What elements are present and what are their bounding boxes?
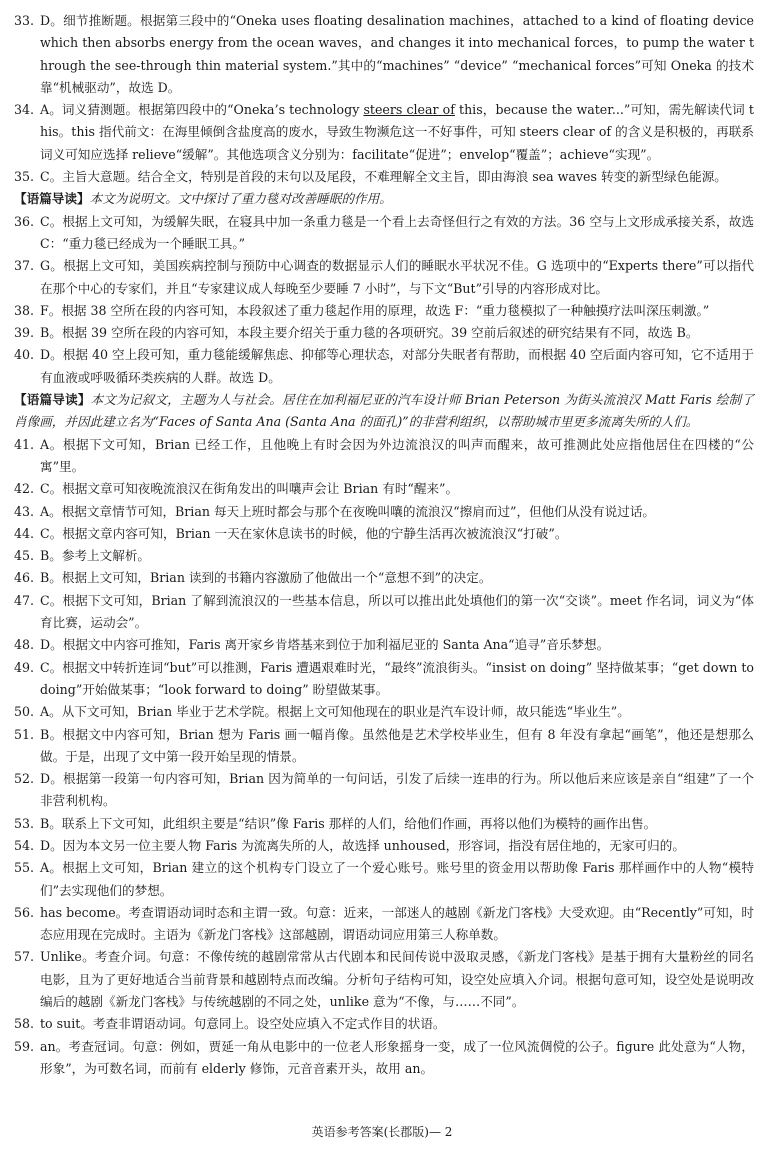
answer-number: 36.	[14, 213, 35, 229]
answer-text: C。根据文章可知夜晚流浪汉在街角发出的叫嚷声会让 Brian 有时“醒来”。	[40, 481, 459, 497]
answer-text: D。因为本文另一位主要人物 Faris 为流离失所的人，故选择 unhoused，形容词，指没有居住地的，无家可归的。	[40, 837, 685, 853]
answer-item	[14, 946, 754, 1013]
answer-item	[14, 590, 754, 635]
answer-item	[14, 902, 754, 947]
answers-reading	[14, 10, 754, 99]
answer-number: 35.	[14, 169, 35, 185]
answer-text: D。根据第一段第一句内容可知，Brian 因为简单的一句问话，引发了后续一连串的行为。所以他后来应该是亲自“组建”了一个非营利机构。	[40, 771, 754, 809]
answer-item	[14, 344, 754, 389]
answer-number: 39.	[14, 325, 35, 341]
answer-item	[14, 657, 754, 702]
answer-text: D。细节推断题。根据第三段中的“Oneka uses floating desalination machines，attached to a kind of floating device which then absorbs energy from the ocean waves，and changes it into mechanical forces，to pump the water through the see-through thin material system.”其中的“machines” “device” “mechanical forces”可知 Oneka 的技术靠“机械驱动”，故选 D。	[40, 13, 754, 95]
answer-item	[14, 1036, 754, 1081]
passage-guide	[14, 188, 754, 210]
answer-item	[14, 211, 754, 256]
answer-item	[14, 701, 754, 723]
answer-text: D。根据 40 空上段可知，重力毯能缓解焦虑、抑郁等心理状态，对部分失眠者有帮助，而根据 40 空后面内容可知，它不适用于有血液或呼吸循环类疾病的人群。故选 D。	[40, 347, 754, 385]
answer-number: 58.	[14, 1016, 35, 1032]
answers-seven-choose-five	[14, 211, 754, 389]
answer-item	[14, 813, 754, 835]
answer-item	[14, 634, 754, 656]
answer-number: 48.	[14, 637, 35, 653]
answer-text: C。根据上文可知，为缓解失眠，在寝具中加一条重力毯是一个看上去奇怪但行之有效的方法。36 空与上文形成承接关系，故选 C：“重力毯已经成为一个睡眠工具。”	[40, 213, 754, 251]
answer-text: A。根据下文可知，Brian 已经工作，且他晚上有时会因为外边流浪汉的叫声而醒来，故可推测此处应指他居住在四楼的“公寓”里。	[40, 436, 754, 474]
answer-text: to suit。考查非谓语动词。句意同上。设空处应填入不定式作目的状语。	[40, 1016, 446, 1032]
answer-number: 45.	[14, 548, 35, 564]
answer-text: D。根据文中内容可推知，Faris 离开家乡肯塔基来到位于加利福尼亚的 Santa Ana“追寻”音乐梦想。	[40, 637, 610, 653]
answer-number: 56.	[14, 904, 35, 920]
answer-item	[14, 322, 754, 344]
guide-text: 本文为说明文。文中探讨了重力毯对改善睡眠的作用。	[89, 191, 392, 207]
answer-text: C。根据文章内容可知，Brian 一天在家休息读书的时候，他的宁静生活再次被流浪汉“打破”。	[40, 525, 568, 541]
answer-item	[14, 1013, 754, 1035]
answer-number: 46.	[14, 570, 35, 586]
answer-item	[14, 166, 754, 188]
answer-number: 54.	[14, 837, 35, 853]
answer-item	[14, 857, 754, 902]
answer-item	[14, 567, 754, 589]
guide-label: 【语篇导读】	[14, 392, 91, 408]
answer-item	[14, 545, 754, 567]
answer-text: C。主旨大意题。结合全文，特别是首段的末句以及尾段，不难理解全文主旨，即由海浪 sea waves 转变的新型绿色能源。	[40, 169, 727, 185]
answer-text: B。联系上下文可知，此组织主要是“结识”像 Faris 那样的人们，给他们作画，再将以他们为模特的画作出售。	[40, 815, 657, 831]
answer-number: 38.	[14, 302, 35, 318]
answer-text: Unlike。考查介词。句意：不像传统的越剧常常从古代剧本和民间传说中汲取灵感，《新龙门客栈》是基于拥有大量粉丝的同名电影，且为了更好地适合当前背景和越剧特点而改编。分析句子结构可知，设空处应填入介词。根据句意可知，设空处是说明改编后的越剧《新龙门客栈》与传统越剧的不同之处，unlike 意为“不像，与……不同”。	[40, 949, 754, 1010]
page-footer: 英语参考答案(长郡版)— 2	[311, 1125, 453, 1139]
answer-text: G。根据上文可知，美国疾病控制与预防中心调查的数据显示人们的睡眠水平状况不佳。G 选项中的“Experts there”可以指代在那个中心的专家们，并且“专家建议成人每晚至少要睡 7 小时”，与下文“But”引导的内容形成对比。	[40, 258, 754, 296]
answers-cloze-and-grammar	[14, 434, 754, 1081]
answer-text: B。根据上文可知，Brian 读到的书籍内容激励了他做出一个“意想不到”的决定。	[40, 570, 492, 586]
answer-item	[14, 300, 754, 322]
answer-item	[14, 434, 754, 479]
answer-number: 55.	[14, 860, 35, 876]
answer-text: has become。考查谓语动词时态和主谓一致。句意：近来，一部迷人的越剧《新龙门客栈》大受欢迎。由“Recently”可知，时态应用现在完成时。主语为《新龙门客栈》这部越剧，谓语动词应用第三人称单数。	[40, 904, 754, 943]
answer-number: 37.	[14, 258, 35, 274]
answers-reading-cont	[14, 166, 754, 188]
answer-text: A。根据上文可知，Brian 建立的这个机构专门设立了一个爱心账号。账号里的资金用以帮助像 Faris 那样画作中的人物“模特们”去实现他们的梦想。	[40, 860, 754, 898]
answer-item	[14, 523, 754, 545]
answer-text: A。从下文可知，Brian 毕业于艺术学院。根据上文可知他现在的职业是汽车设计师，故只能选“毕业生”。	[40, 704, 630, 720]
answer-text: an。考查冠词。句意：例如，贾延一角从电影中的一位老人形象摇身一变，成了一位风流倜傥的公子。figure 此处意为“人物，形象”，为可数名词，而前有 elderly 修饰，元音音素开头，故用 an。	[40, 1038, 754, 1076]
answer-number: 49.	[14, 659, 35, 675]
answer-text: F。根据 38 空所在段的内容可知，本段叙述了重力毯起作用的原理，故选 F：“重力毯模拟了一种触摸疗法叫深压刺激。”	[40, 302, 710, 318]
answer-number: 34.	[14, 102, 35, 118]
answer-item	[14, 724, 754, 769]
answer-number: 59.	[14, 1038, 35, 1054]
answer-text: C。根据下文可知，Brian 了解到流浪汉的一些基本信息，所以可以推出此处填他们的第一次“交谈”。meet 作名词，词义为“体育比赛，运动会”。	[40, 592, 754, 631]
answer-text: B。根据 39 空所在段的内容可知，本段主要介绍关于重力毯的各项研究。39 空前后叙述的研究结果有不同，故选 B。	[40, 325, 699, 341]
guide-label: 【语篇导读】	[14, 191, 90, 207]
answer-number: 53.	[14, 815, 35, 831]
answer-number: 51.	[14, 726, 35, 742]
passage-guide	[14, 389, 754, 434]
answer-text: B。根据文中内容可知，Brian 想为 Faris 画一幅肖像。虽然他是艺术学校毕业生，但有 8 年没有拿起“画笔”，他还是想那么做。于是，出现了文中第一段开始呈现的情景。	[40, 726, 754, 764]
answer-item	[14, 478, 754, 500]
answer-number: 57.	[14, 949, 35, 965]
answer-number: 33.	[14, 13, 35, 28]
answer-item	[14, 768, 754, 813]
answer-text: B。参考上文解析。	[40, 548, 151, 564]
answer-item	[14, 99, 754, 166]
answer-number: 40.	[14, 347, 35, 363]
answer-number: 43.	[14, 503, 35, 519]
answer-number: 52.	[14, 771, 35, 787]
underlined-phrase: steers clear of	[363, 102, 455, 118]
answer-text: A。词义猜测题。根据第四段中的“Oneka’s technology steers clear of this，because the water...”可知，需先解读代词 this。this 指代前文：在海里倾倒含盐度高的废水，导致生物濒危这一不好事件，可知 steers clear of 的含义是积极的，再联系词义可知应选择 relieve“缓解”。其他选项含义分别为：facilitate“促进”；envelop“覆盖”；achieve“实现”。	[40, 102, 754, 162]
answer-item	[14, 10, 754, 99]
answer-text: C。根据文中转折连词“but”可以推测，Faris 遭遇艰难时光，“最终”流浪街头。“insist on doing” 坚持做某事；“get down to doing”开始做某事；“look forward to doing” 盼望做某事。	[40, 659, 754, 697]
answer-number: 44.	[14, 525, 35, 541]
answer-number: 47.	[14, 592, 35, 608]
guide-text: 本文为记叙文，主题为人与社会。居住在加利福尼亚的汽车设计师 Brian Peterson 为街头流浪汉 Matt Faris 绘制了肖像画，并因此建立名为“Faces of Santa Ana (Santa Ana 的面孔)”的非营利组织，以帮助城市里更多流离失所的人们。	[14, 392, 755, 430]
answer-number: 50.	[14, 704, 35, 720]
answer-item	[14, 501, 754, 523]
answer-number: 41.	[14, 436, 35, 452]
answer-text: A。根据文章情节可知，Brian 每天上班时都会与那个在夜晚叫嚷的流浪汉“擦肩而过”，但他们从没有说过话。	[40, 503, 656, 519]
answer-number: 42.	[14, 481, 35, 497]
answer-item	[14, 835, 754, 857]
answer-item	[14, 255, 754, 300]
